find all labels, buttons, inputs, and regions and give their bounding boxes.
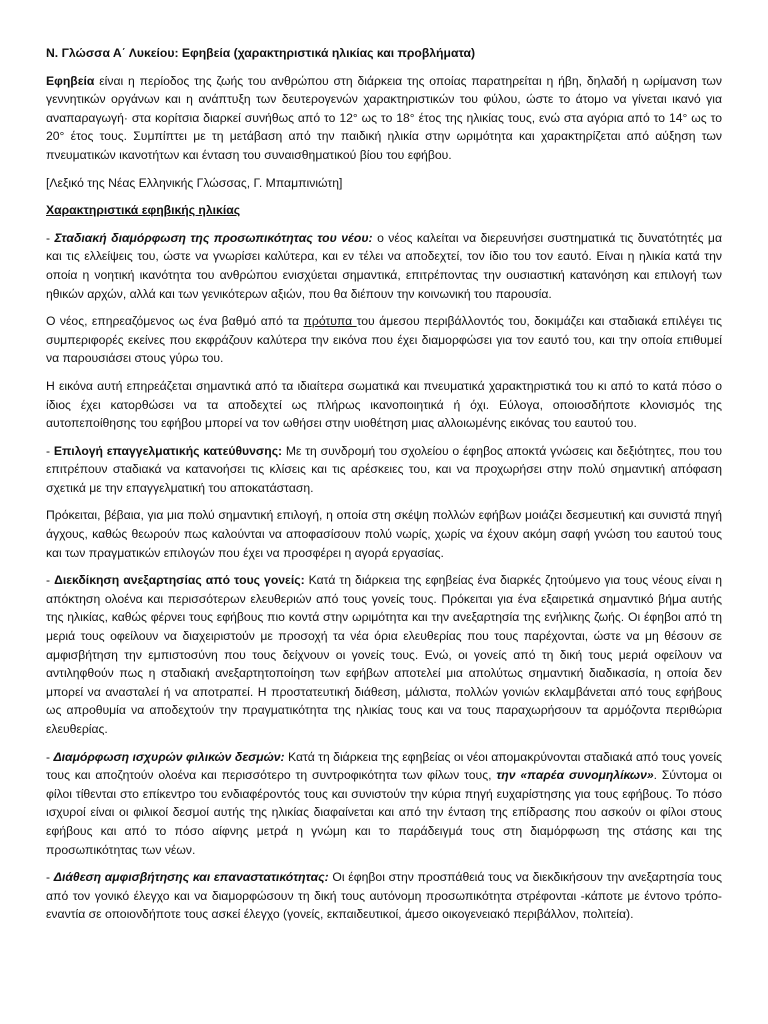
item-prefix: - [46,870,54,885]
career-note-paragraph: Πρόκειται, βέβαια, για μια πολύ σημαντική επιλογή, η οποία στη σκέψη πολλών εφήβων μοιάζει δεσμευτική και συνιστά πηγή άγχους, καθώς θεωρούν πως καλούνται να αποφασίσουν πολύ νωρίς, χωρίς να έχουν ακόμη σαφή γνώση του εαυτού τους και των πραγματικών επιλογών που έχει να προσφέρει η αγορά εργασίας. [46,508,722,560]
item-label: Διάθεση αμφισβήτησης και επαναστατικότητας: [53,870,329,885]
item-italic-phrase: την «παρέα συνομηλίκων» [496,768,654,783]
source-citation: [Λεξικό της Νέας Ελληνικής Γλώσσας, Γ. Μπαμπινιώτη] [46,175,343,190]
item-label: Διεκδίκηση ανεξαρτησίας από τους γονείς: [54,573,305,588]
section-heading: Χαρακτηριστικά εφηβικής ηλικίας [46,203,241,218]
definition-text: είναι η περίοδος της ζωής του ανθρώπου στη διάρκεια της οποίας παρατηρείται η ήβη, δηλαδή η ωρίμανση των γεννητικών οργάνων και η ανάπτυξη των δευτερογενών χαρακτηριστικών του φύλου, ώστε το άτομο να γίνεται ικανό για αναπαραγωγή· στα κορίτσια διαρκεί συνήθως από το 12° ως το 18° έτος της ηλικίας τους, ενώ στα αγόρια από το 14° ως το 20° έτος τους. Συμπίπτει με τη μετάβαση από την παιδική ηλικία στην ωριμότητα και χαρακτηρίζεται από αύξηση των πνευματικών ικανοτήτων και ένταση του συναισθηματικού βίου του εφήβου. [46,73,722,162]
item-label: Επιλογή επαγγελματικής κατεύθυνσης: [53,443,283,458]
models-paragraph [46,312,722,368]
item-prefix: - [46,443,54,458]
item-text: . Σύντομα οι φίλοι τίθενται στο επίκεντρο του ενδιαφέροντός τους και συνιστούν την κύρια πηγή ευχαρίστησης για τους εφήβους. Το πόσο ισχυροί είναι οι φιλικοί δεσμοί αυτής της ηλικίας διαφαίνεται και από την ένταση της επίδρασης που ασκούν οι φίλοι στους εφήβους και από το πόσο αίφνης μετρά η γνώμη και το παράδειγμά τους στη διαμόρφωση της στάσης και της προσωπικότητας των νέων. [46,768,723,857]
item-prefix: - [46,573,55,588]
image-paragraph: Η εικόνα αυτή επηρεάζεται σημαντικά από τα ιδιαίτερα σωματικά και πνευματικά χαρακτηριστικά του κι από το κατά πόσο ο ίδιος έχει κατορθώσει να τα αποδεχτεί ως πλήρως ικανοποιητικά ή όχι. Εύλογα, οποιοσδήποτε κλονισμός της αυτοπεποίθησης του εφήβου μπορεί να τον ωθήσει στην υιοθέτηση μιας αλλοιωμένης εικόνας του εαυτού του. [46,378,722,431]
item-label: Διαμόρφωση ισχυρών φιλικών δεσμών: [53,749,285,764]
item-text: Οι έφηβοι στην προσπάθειά τους να διεκδικήσουν την ανεξαρτησία τους από τον γονικό έλεγχο και να διαμορφώσουν τη δική τους αυτόνομη προσωπικότητα στρέφονται -κάποτε με έντονο τρόπο- εναντία σε οποιονδήποτε τους ασκεί έλεγχο (γονείς, εκπαιδευτικοί, άμεσο οικογενειακό περιβάλλον, πολιτεία). [46,870,722,922]
item-friendship [46,748,722,860]
item-independence [46,571,722,738]
item-personality [46,229,722,303]
document-title: Ν. Γλώσσα Α΄ Λυκείου: Εφηβεία (χαρακτηριστικά ηλικίας και προβλήματα) [46,46,476,60]
item-career [46,442,722,498]
item-label: Σταδιακή διαμόρφωση της προσωπικότητας του νέου: [54,230,373,245]
models-link[interactable]: πρότυπα [303,314,357,329]
item-prefix: - [46,749,54,764]
item-text: Με τη συνδρομή του σχολείου ο έφηβος αποκτά γνώσεις και δεξιότητες, που του επιτρέπουν σταδιακά να κατανοήσει τις κλίσεις και τις αρέσκειες του, και να προχωρήσει στην πολύ σημαντική απόφαση σχετικά με την επαγγελματική του αποκατάσταση. [46,443,722,495]
paragraph-text: του άμεσου περιβάλλοντός του, δοκιμάζει και σταδιακά επιλέγει τις συμπεριφορές εκείνες που εκφράζουν καλύτερα την εικόνα που έχει διαμορφώσει για τον εαυτό του, και την οποία επιθυμεί να παρουσιάσει στους γύρω του. [46,314,722,366]
item-text: Κατά τη διάρκεια της εφηβείας οι νέοι απομακρύνονται σταδιακά από τους γονείς τους και αποζητούν ολοένα και περισσότερο τη συντροφικότητα των φίλων τους, [46,749,722,783]
definition-term: Εφηβεία [46,73,95,88]
paragraph-text: Ο νέος, επηρεαζόμενος ως ένα βαθμό από τα [46,314,304,329]
item-prefix: - [46,230,55,245]
item-text: ο νέος καλείται να διερευνήσει συστηματικά τις δυνατότητές μα και τις ελλείψεις του, ώστε να γνωρίσει καλύτερα, και εν τέλει να αποδεχτεί, τον ίδιο του τον εαυτό. Είναι η ηλικία κατά την οποία η νοητική ικανότητα του ανθρώπου ενισχύεται σημαντικά, επιτρέποντας την ουσιαστική κατανόηση και επιλογή των ηθικών αρχών, αλλά και των γενικότερων αξιών, που θα διέπουν την κοινωνική του παρουσία. [46,230,722,301]
item-rebellion [46,868,722,924]
item-text: Κατά τη διάρκεια της εφηβείας ένα διαρκές ζητούμενο για τους νέους είναι η απόκτηση ολοένα και περισσότερων ελευθεριών από τους γονείς τους. Πρόκειται για ένα εξαιρετικά σημαντικό βήμα αυτής της ηλικίας, καθώς φέρνει τους εφήβους πιο κοντά στην ωριμότητα και την ανεξαρτησία της ενήλικης ζωής. Οι έφηβοι από τη μεριά τους οφείλουν να διαχειριστούν με προσοχή τα νέα όρια ελευθερίας που τους παρέχονται, ώστε να μη θέσουν σε αμφισβήτηση την εμπιστοσύνη που τους δείχνουν οι γονείς τους. Ενώ, οι γονείς από τη δική τους μεριά οφείλουν να αντιληφθούν πως η σταδιακή ανεξαρτητοποίηση των εφήβων αποτελεί μια απολύτως σημαντική διαδικασία, η οποία δεν μπορεί να ανασταλεί ή να αποτραπεί. Η προστατευτική διάθεση, μάλιστα, πολλών γονιών εκλαμβάνεται από τους εφήβους ως απροθυμία να αποδεχτούν την πραγματικότητα της ηλικίας τους και να τους παραχωρήσουν τα αρμόζοντα περιθώρια ελευθερίας. [46,573,722,736]
definition-paragraph [46,72,722,165]
